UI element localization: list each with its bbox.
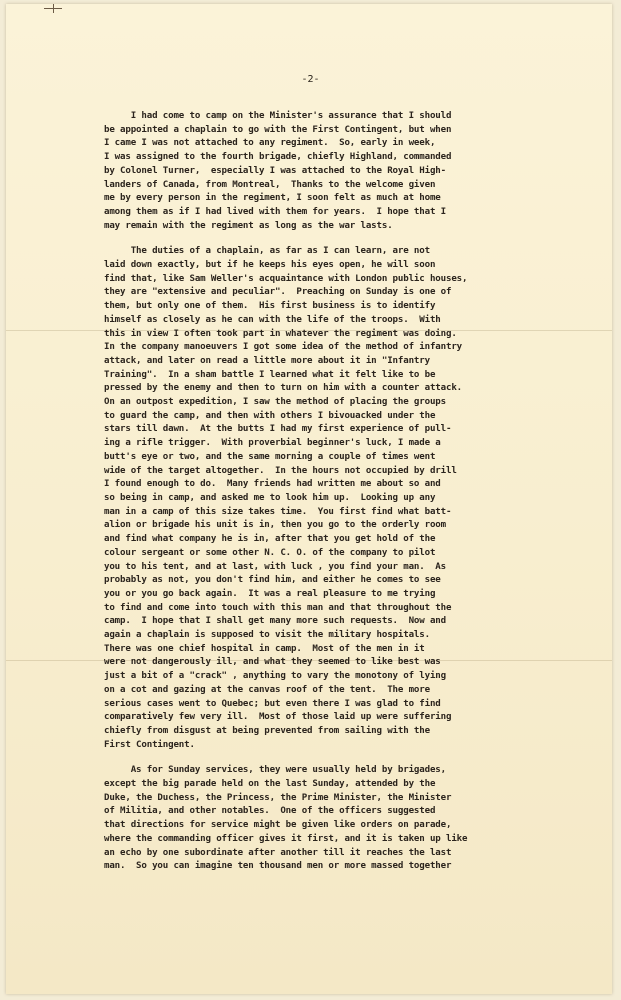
text-line: I found enough to do. Many friends had written me about so and <box>104 479 441 490</box>
text-line: on a cot and gazing at the canvas roof of the tent. The more <box>104 684 430 695</box>
text-line: I came I was not attached to any regiment. So, early in week, <box>104 138 436 149</box>
text-line: alion or brigade his unit is in, then you go to the orderly room <box>104 520 446 531</box>
text-line: attack, and later on read a little more about it in "Infantry <box>104 355 430 366</box>
text-line: where the commanding officer gives it first, and it is taken up like <box>104 833 468 844</box>
text-line: just a bit of a "crack" , anything to vary the monotony of lying <box>104 671 446 682</box>
text-line: and find what company he is in, after that you get hold of the <box>104 534 436 545</box>
text-line: camp. I hope that I shall get many more such requests. Now and <box>104 616 446 627</box>
text-line: man in a camp of this size takes time. You first find what batt- <box>104 506 452 517</box>
text-line: serious cases went to Quebec; but even there I was glad to find <box>104 698 441 709</box>
text-line: probably as not, you don't find him, and either he comes to see <box>104 575 441 586</box>
text-line: be appointed a chaplain to go with the First Contingent, but when <box>104 124 452 135</box>
text-line: I had come to camp on the Minister's assurance that I should <box>104 111 452 121</box>
text-line: were not dangerously ill, and what they seemed to like best was <box>104 657 441 668</box>
text-line: find that, like Sam Weller's acquaintance with London public houses, <box>104 273 468 284</box>
text-line: to find and come into touch with this man and that throughout the <box>104 602 452 613</box>
text-line: Duke, the Duchess, the Princess, the Prime Minister, the Minister <box>104 792 452 803</box>
text-line: colour sergeant or some other N. C. O. of the company to pilot <box>104 547 436 558</box>
paragraph <box>104 110 534 233</box>
pencil-mark <box>44 8 62 9</box>
text-line: they are "extensive and peculiar". Preaching on Sunday is one of <box>104 287 452 298</box>
text-line: ing a rifle trigger. With proverbial beginner's luck, I made a <box>104 438 441 449</box>
text-line: to guard the camp, and then with others I bivouacked under the <box>104 410 436 421</box>
text-line: an echo by one subordinate after another till it reaches the last <box>104 847 452 858</box>
text-line: chiefly from disgust at being prevented from sailing with the <box>104 725 430 736</box>
text-line: me by every person in the regiment, I soon felt as much at home <box>104 193 441 204</box>
text-line: man. So you can imagine ten thousand men or more massed together <box>104 861 452 872</box>
text-line: by Colonel Turner, especially I was attached to the Royal High- <box>104 165 446 176</box>
text-line: The duties of a chaplain, as far as I can learn, are not <box>104 246 430 257</box>
text-line: Training". In a sham battle I learned what it felt like to be <box>104 369 436 380</box>
text-line: comparatively few very ill. Most of those laid up were suffering <box>104 712 452 723</box>
text-line: again a chaplain is supposed to visit the military hospitals. <box>104 630 430 641</box>
text-line: laid down exactly, but if he keeps his eyes open, he will soon <box>104 260 436 271</box>
text-line: among them as if I had lived with them for years. I hope that I <box>104 206 446 217</box>
text-line: First Contingent. <box>104 739 195 750</box>
text-line: this in view I often took part in whatever the regiment was doing. <box>104 328 457 339</box>
text-line: As for Sunday services, they were usually held by brigades, <box>104 765 446 776</box>
text-line: stars till dawn. At the butts I had my first experience of pull- <box>104 424 452 435</box>
text-line: himself as closely as he can with the life of the troops. With <box>104 314 441 325</box>
text-line: On an outpost expedition, I saw the method of placing the groups <box>104 397 446 408</box>
text-line: pressed by the enemy and then to turn on him with a counter attack. <box>104 383 463 394</box>
text-line: you to his tent, and at last, with luck , you find your man. As <box>104 561 446 572</box>
text-line: so being in camp, and asked me to look him up. Looking up any <box>104 492 436 503</box>
text-line: you or you go back again. It was a real pleasure to me trying <box>104 588 436 599</box>
text-line: except the big parade held on the last Sunday, attended by the <box>104 779 436 790</box>
text-line: I was assigned to the fourth brigade, chiefly Highland, commanded <box>104 152 452 163</box>
text-line: of Militia, and other notables. One of the officers suggested <box>104 806 436 817</box>
paragraph <box>104 764 534 874</box>
typed-letter-body <box>104 110 534 886</box>
text-line: wide of the target altogether. In the hours not occupied by drill <box>104 465 457 476</box>
text-line: There was one chief hospital in camp. Most of the men in it <box>104 643 425 654</box>
paragraph <box>104 245 534 752</box>
text-line: butt's eye or two, and the same morning a couple of times went <box>104 451 436 462</box>
text-line: landers of Canada, from Montreal, Thanks to the welcome given <box>104 179 436 190</box>
text-line: them, but only one of them. His first business is to identify <box>104 301 436 312</box>
text-line: In the company manoeuvers I got some idea of the method of infantry <box>104 342 463 353</box>
text-line: may remain with the regiment as long as the war lasts. <box>104 220 393 231</box>
text-line: that directions for service might be given like orders on parade, <box>104 820 452 831</box>
page-number: -2- <box>301 74 320 85</box>
